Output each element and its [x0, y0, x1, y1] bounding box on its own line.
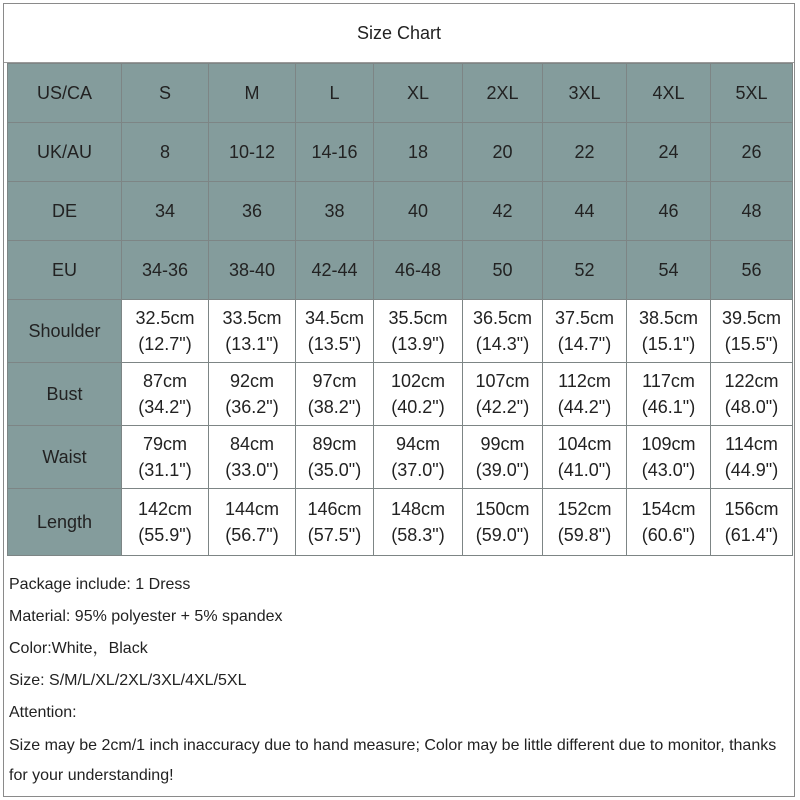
row-header: UK/AU [8, 123, 122, 182]
table-cell [463, 300, 543, 363]
inch-value: (14.3") [475, 334, 530, 354]
inch-value: (60.6") [641, 525, 696, 545]
row-header: Shoulder [8, 300, 122, 363]
table-cell: 20 [463, 123, 543, 182]
table-cell: 48 [711, 182, 793, 241]
row-header: US/CA [8, 64, 122, 123]
cm-value: 35.5cm [388, 308, 448, 328]
inch-value: (43.0") [641, 460, 696, 480]
table-cell: 14-16 [296, 123, 374, 182]
cm-value: 79cm [142, 434, 187, 454]
cm-value: 33.5cm [222, 308, 282, 328]
size-info: Size: S/M/L/XL/2XL/3XL/4XL/5XL [9, 672, 247, 689]
table-cell [543, 300, 627, 363]
inch-value: (39.0") [475, 460, 530, 480]
cm-value: 92cm [229, 371, 274, 391]
cm-value: 144cm [224, 499, 280, 519]
inch-value: (58.3") [391, 525, 445, 545]
table-cell: 18 [374, 123, 463, 182]
size-chart-title: Size Chart [4, 4, 794, 63]
table-cell: 5XL [711, 64, 793, 123]
cm-value: 99cm [480, 434, 525, 454]
table-cell [463, 489, 543, 556]
table-cell: 54 [627, 241, 711, 300]
table-cell: 34 [122, 182, 209, 241]
package-info: Package include: 1 Dress [9, 576, 191, 593]
table-cell: 46-48 [374, 241, 463, 300]
table-cell [627, 489, 711, 556]
inch-value: (59.0") [475, 525, 530, 545]
table-cell [296, 363, 374, 426]
inch-value: (31.1") [138, 460, 192, 480]
inch-value: (40.2") [391, 397, 445, 417]
inch-value: (46.1") [641, 397, 696, 417]
inch-value: (35.0") [307, 460, 362, 480]
table-cell: S [122, 64, 209, 123]
table-cell: 56 [711, 241, 793, 300]
table-cell: 42 [463, 182, 543, 241]
table-cell [122, 426, 209, 489]
row-header: Length [8, 489, 122, 556]
cm-value: 154cm [641, 499, 696, 519]
size-table-body [8, 64, 793, 556]
inch-value: (12.7") [138, 334, 192, 354]
cm-value: 89cm [312, 434, 357, 454]
table-cell [122, 363, 209, 426]
table-cell [296, 489, 374, 556]
inch-value: (42.2") [475, 397, 530, 417]
table-cell: 10-12 [209, 123, 296, 182]
table-cell: M [209, 64, 296, 123]
cm-value: 39.5cm [721, 308, 782, 328]
table-cell: 38 [296, 182, 374, 241]
table-cell [122, 489, 209, 556]
table-cell [374, 426, 463, 489]
inch-value: (15.1") [641, 334, 696, 354]
measure-row-0 [8, 300, 793, 363]
cm-value: 112cm [558, 371, 611, 391]
cm-value: 104cm [557, 434, 612, 454]
table-cell: 38-40 [209, 241, 296, 300]
table-cell [374, 363, 463, 426]
table-cell [543, 426, 627, 489]
inch-value: (13.5") [307, 334, 362, 354]
size-table [7, 63, 793, 556]
cm-value: 150cm [475, 499, 530, 519]
attention-note: Size may be 2cm/1 inch inaccuracy due to hand measure; Color may be little different due to monitor, thanks for your understanding! [9, 737, 777, 784]
inch-value: (37.0") [391, 460, 445, 480]
table-cell [209, 300, 296, 363]
table-cell: 3XL [543, 64, 627, 123]
inch-value: (55.9") [138, 525, 192, 545]
table-cell: 46 [627, 182, 711, 241]
table-cell [627, 300, 711, 363]
table-cell [209, 426, 296, 489]
cm-value: 146cm [307, 499, 362, 519]
cm-value: 32.5cm [135, 308, 195, 328]
table-cell [711, 489, 793, 556]
cm-value: 84cm [229, 434, 274, 454]
table-cell: 22 [543, 123, 627, 182]
table-cell [627, 363, 711, 426]
size-row-3 [8, 241, 793, 300]
inch-value: (13.1") [225, 334, 279, 354]
inch-value: (59.8") [557, 525, 612, 545]
row-header: EU [8, 241, 122, 300]
cm-value: 36.5cm [472, 308, 533, 328]
inch-value: (13.9") [391, 334, 445, 354]
cm-value: 117cm [642, 371, 695, 391]
table-cell: 44 [543, 182, 627, 241]
table-cell [374, 489, 463, 556]
table-cell [627, 426, 711, 489]
table-cell [711, 426, 793, 489]
table-cell: 4XL [627, 64, 711, 123]
inch-value: (48.0") [724, 397, 779, 417]
inch-value: (36.2") [225, 397, 279, 417]
table-cell: 8 [122, 123, 209, 182]
table-cell: 50 [463, 241, 543, 300]
cm-value: 37.5cm [554, 308, 615, 328]
measure-row-1 [8, 363, 793, 426]
table-cell [374, 300, 463, 363]
inch-value: (44.9") [724, 460, 779, 480]
table-cell [711, 300, 793, 363]
table-cell [122, 300, 209, 363]
inch-value: (15.5") [724, 334, 779, 354]
table-cell: 36 [209, 182, 296, 241]
cm-value: 156cm [724, 499, 779, 519]
table-cell [296, 300, 374, 363]
product-info [9, 571, 794, 791]
size-row-2 [8, 182, 793, 241]
table-cell: 26 [711, 123, 793, 182]
material-info: Material: 95% polyester + 5% spandex [9, 608, 283, 625]
inch-value: (56.7") [225, 525, 279, 545]
table-cell [296, 426, 374, 489]
table-cell [463, 426, 543, 489]
row-header: Bust [8, 363, 122, 426]
table-cell: 40 [374, 182, 463, 241]
row-header: Waist [8, 426, 122, 489]
table-cell [209, 363, 296, 426]
cm-value: 109cm [641, 434, 696, 454]
cm-value: 34.5cm [304, 308, 365, 328]
table-cell: 24 [627, 123, 711, 182]
cm-value: 87cm [142, 371, 187, 391]
table-cell: 52 [543, 241, 627, 300]
table-cell [711, 363, 793, 426]
cm-value: 38.5cm [638, 308, 699, 328]
color-info: Color:White，Black [9, 640, 148, 657]
cm-value: 102cm [390, 371, 446, 391]
table-cell: 34-36 [122, 241, 209, 300]
cm-value: 94cm [395, 434, 440, 454]
inch-value: (33.0") [225, 460, 279, 480]
inch-value: (34.2") [138, 397, 192, 417]
size-chart-frame [3, 3, 795, 797]
cm-value: 114cm [725, 434, 778, 454]
cm-value: 107cm [475, 371, 530, 391]
table-cell [543, 489, 627, 556]
inch-value: (61.4") [724, 525, 779, 545]
table-cell [209, 489, 296, 556]
inch-value: (41.0") [557, 460, 612, 480]
cm-value: 142cm [137, 499, 193, 519]
cm-value: 152cm [557, 499, 612, 519]
table-cell: L [296, 64, 374, 123]
inch-value: (38.2") [307, 397, 362, 417]
table-cell: 2XL [463, 64, 543, 123]
measure-row-3 [8, 489, 793, 556]
size-row-0 [8, 64, 793, 123]
cm-value: 122cm [724, 371, 779, 391]
attention-label: Attention: [9, 704, 77, 721]
table-cell [463, 363, 543, 426]
inch-value: (57.5") [307, 525, 362, 545]
table-cell [543, 363, 627, 426]
cm-value: 148cm [390, 499, 446, 519]
inch-value: (44.2") [557, 397, 612, 417]
inch-value: (14.7") [557, 334, 612, 354]
row-header: DE [8, 182, 122, 241]
table-cell: XL [374, 64, 463, 123]
size-row-1 [8, 123, 793, 182]
table-cell: 42-44 [296, 241, 374, 300]
measure-row-2 [8, 426, 793, 489]
cm-value: 97cm [312, 371, 357, 391]
